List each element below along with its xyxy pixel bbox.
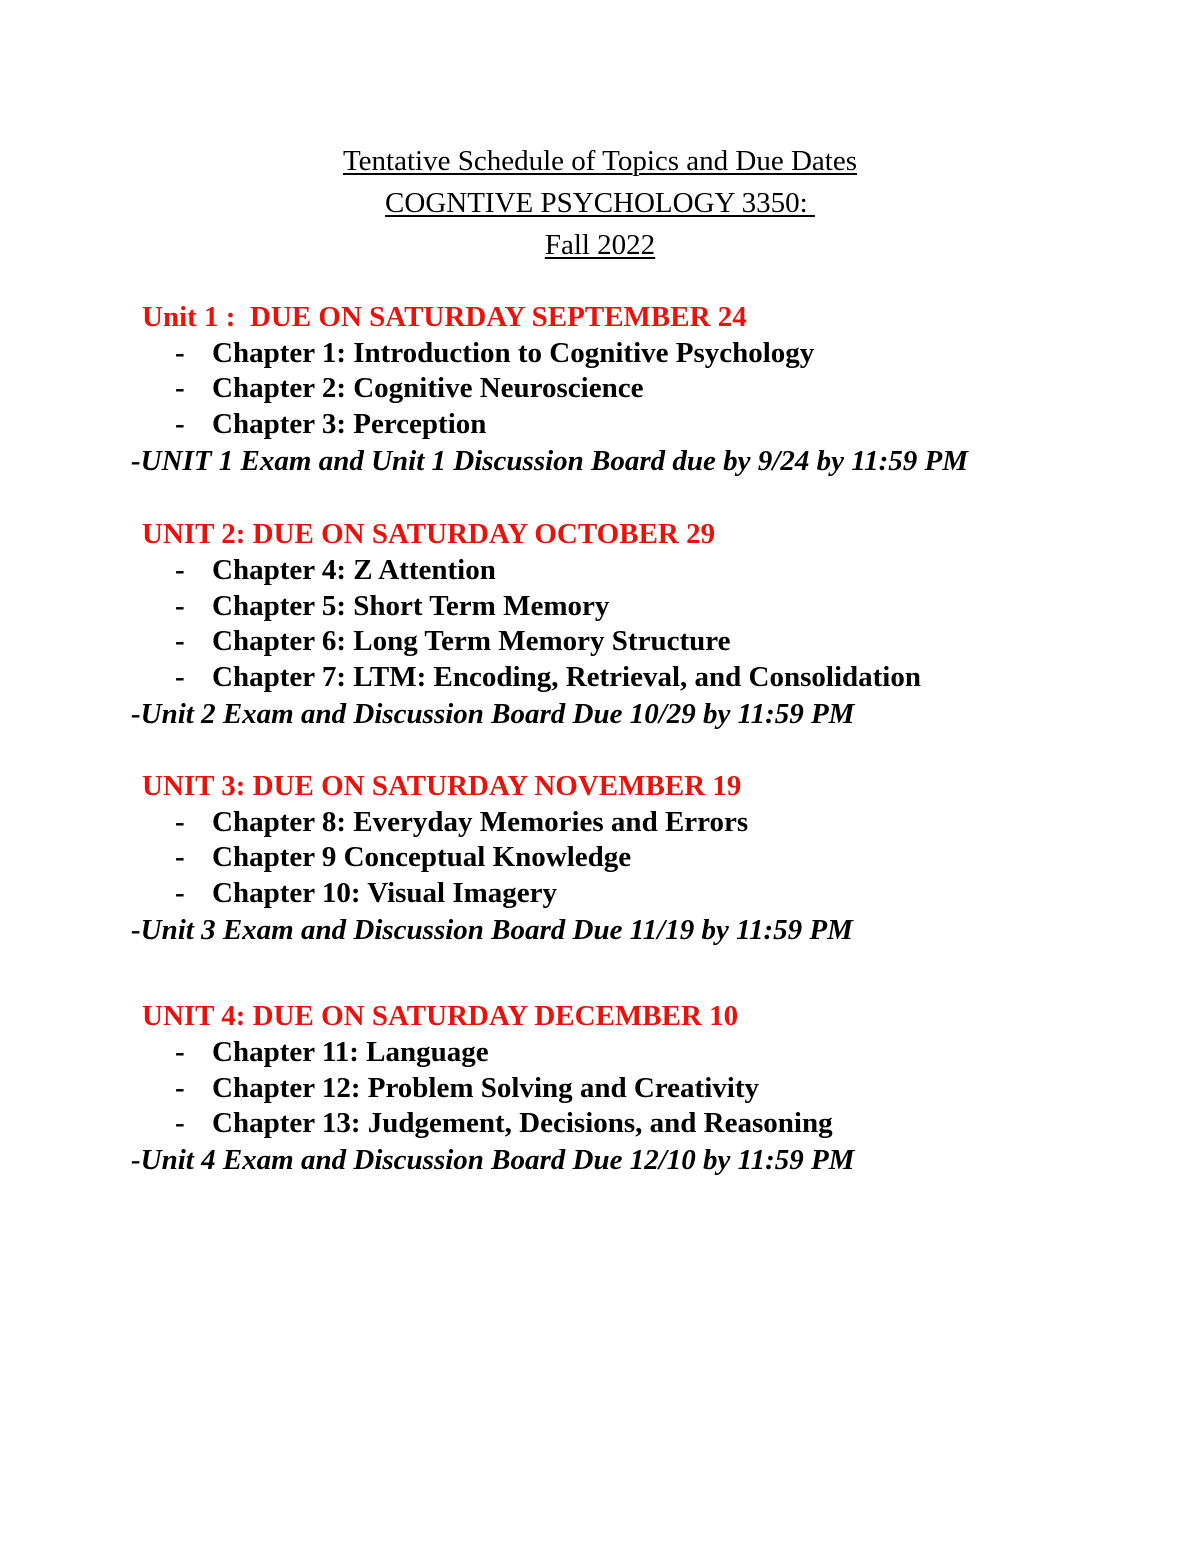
unit-3-chapter: - Chapter 8: Everyday Memories and Errors bbox=[175, 806, 749, 838]
unit-4-chapter: - Chapter 12: Problem Solving and Creativity bbox=[175, 1072, 759, 1104]
unit-1-heading: Unit 1 : DUE ON SATURDAY SEPTEMBER 24 bbox=[142, 301, 747, 333]
unit-2-due-note: -Unit 2 Exam and Discussion Board Due 10/29 by 11:59 PM bbox=[131, 698, 855, 730]
document-title bbox=[0, 144, 1200, 178]
term-title bbox=[0, 228, 1200, 262]
title-line-3: Fall 2022 bbox=[544, 229, 656, 261]
unit-2-chapter: - Chapter 7: LTM: Encoding, Retrieval, and Consolidation bbox=[175, 661, 921, 693]
unit-2-chapter: - Chapter 6: Long Term Memory Structure bbox=[175, 625, 731, 657]
unit-4-heading: UNIT 4: DUE ON SATURDAY DECEMBER 10 bbox=[142, 1000, 739, 1032]
unit-2-chapter: - Chapter 5: Short Term Memory bbox=[175, 590, 610, 622]
unit-2-chapter: - Chapter 4: Z Attention bbox=[175, 554, 496, 586]
unit-3-due-note: -Unit 3 Exam and Discussion Board Due 11/19 by 11:59 PM bbox=[131, 914, 853, 946]
unit-4-chapter: - Chapter 13: Judgement, Decisions, and Reasoning bbox=[175, 1107, 833, 1139]
course-title bbox=[0, 186, 1200, 220]
unit-4-due-note: -Unit 4 Exam and Discussion Board Due 12/10 by 11:59 PM bbox=[131, 1144, 855, 1176]
unit-1-due-note: -UNIT 1 Exam and Unit 1 Discussion Board due by 9/24 by 11:59 PM bbox=[131, 445, 969, 477]
title-line-1: Tentative Schedule of Topics and Due Dates bbox=[342, 145, 858, 177]
unit-1-chapter: - Chapter 2: Cognitive Neuroscience bbox=[175, 372, 644, 404]
unit-3-heading: UNIT 3: DUE ON SATURDAY NOVEMBER 19 bbox=[142, 770, 742, 802]
unit-3-chapter: - Chapter 10: Visual Imagery bbox=[175, 877, 558, 909]
title-line-2: COGNTIVE PSYCHOLOGY 3350: bbox=[385, 187, 815, 219]
unit-1-chapter: - Chapter 1: Introduction to Cognitive Psychology bbox=[175, 337, 815, 369]
unit-1-chapter: - Chapter 3: Perception bbox=[175, 408, 487, 440]
unit-3-chapter: - Chapter 9 Conceptual Knowledge bbox=[175, 841, 632, 873]
unit-2-heading: UNIT 2: DUE ON SATURDAY OCTOBER 29 bbox=[142, 518, 716, 550]
unit-4-chapter: - Chapter 11: Language bbox=[175, 1036, 489, 1068]
